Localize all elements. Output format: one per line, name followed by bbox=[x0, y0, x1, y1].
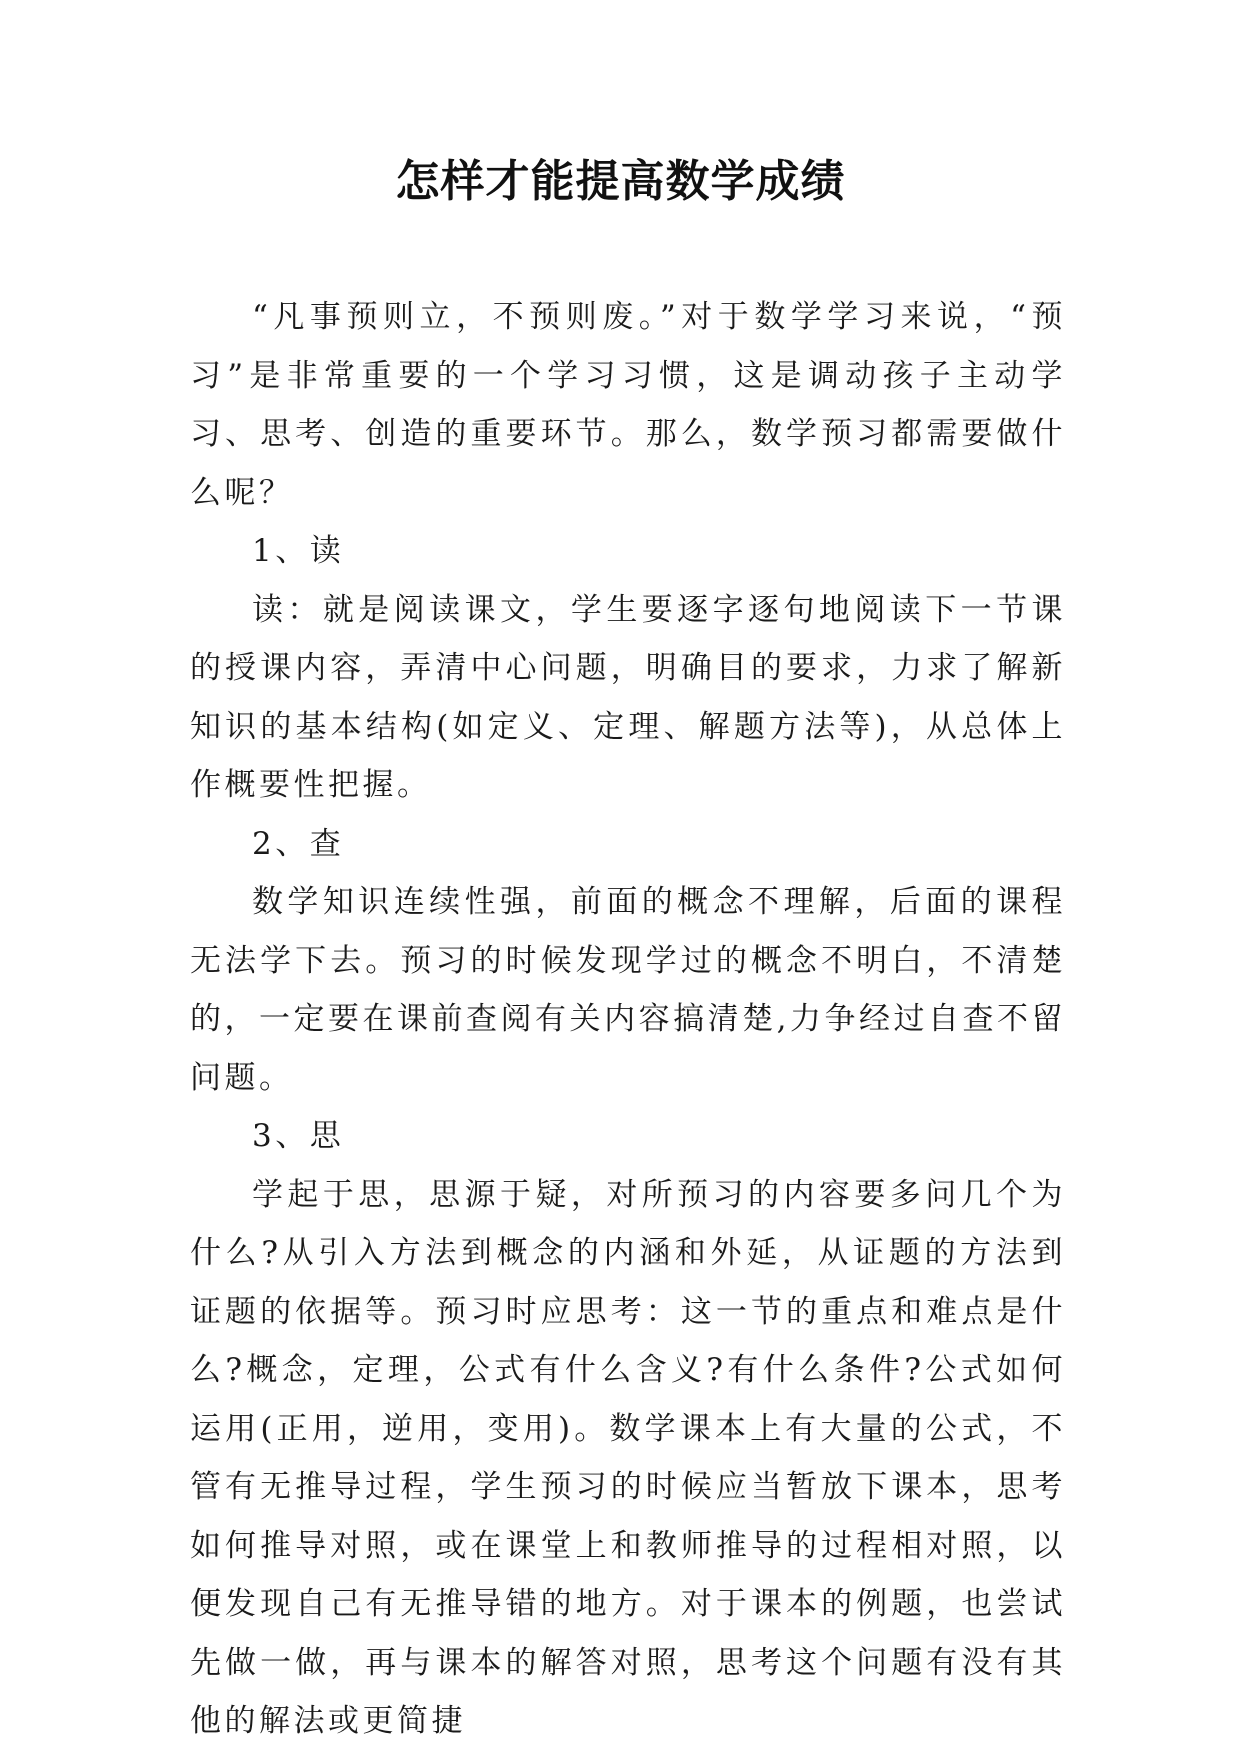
think-paragraph: 学起于思，思源于疑，对所预习的内容要多问几个为什么?从引入方法到概念的内涵和外延，从证题的方法到证题的依据等。预习时应思考：这一节的重点和难点是什么?概念，定理，公式有什么含义?有什么条件?公式如何运用(正用，逆用，变用)。数学课本上有大量的公式，不管有无推导过程，学生预习的时候应当暂放下课本，思考如何推导对照，或在课堂上和教师推导的过程相对照，以便发现自己有无推导错的地方。对于课本的例题，也尝试先做一做，再与课本的解答对照，思考这个问题有没有其他的解法或更简捷 bbox=[190, 1176, 1066, 1739]
document-title: 怎样才能提高数学成绩 bbox=[395, 156, 846, 207]
section-heading-think: 3、思 bbox=[252, 1118, 345, 1154]
check-paragraph: 数学知识连续性强，前面的概念不理解，后面的课程无法学下去。预习的时候发现学过的概念不明白，不清楚的，一定要在课前查阅有关内容搞清楚,力争经过自查不留问题。 bbox=[190, 884, 1066, 1096]
intro-paragraph: “凡事预则立，不预则废。”对于数学学习来说，“预习”是非常重要的一个学习习惯，这是调动孩子主动学习、思考、创造的重要环节。那么，数学预习都需要做什么呢？ bbox=[190, 299, 1066, 511]
section-heading-check: 2、查 bbox=[252, 825, 345, 862]
read-paragraph: 读：就是阅读课文，学生要逐字逐句地阅读下一节课的授课内容，弄清中心问题，明确目的要求，力求了解新知识的基本结构(如定义、定理、解题方法等)，从总体上作概要性把握。 bbox=[190, 591, 1066, 803]
document-body bbox=[190, 288, 1066, 1751]
section-heading-read: 1、读 bbox=[252, 533, 345, 569]
